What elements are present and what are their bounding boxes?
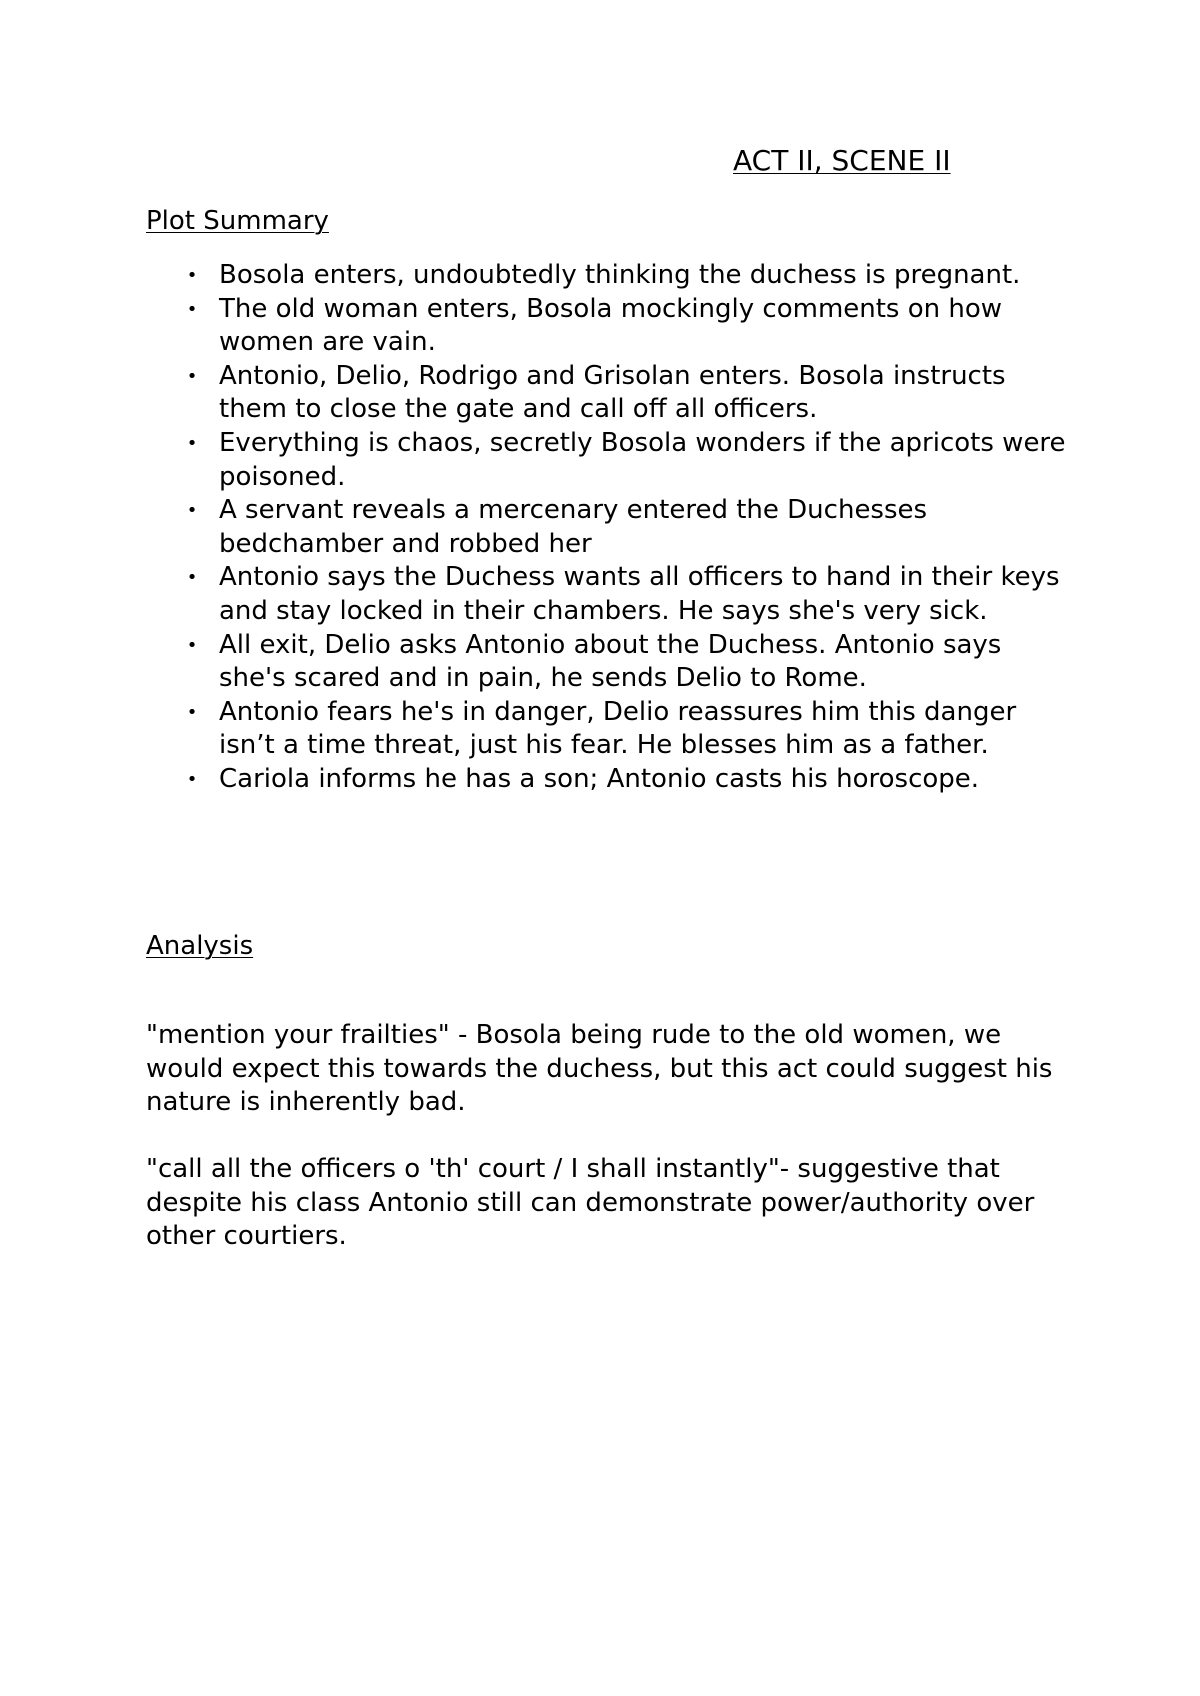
list-item-text: Bosola enters, undoubtedly thinking the duchess is pregnant. (219, 260, 1021, 290)
analysis-paragraph: "call all the officers o 'th' court / I shall instantly"- suggestive that despite his class Antonio still can demonstrate power/authority over other courtiers. (146, 1154, 1035, 1252)
page-title: ACT II, SCENE II (733, 144, 951, 177)
list-item (146, 293, 1066, 360)
list-item (146, 763, 1066, 797)
list-item-text: Antonio says the Duchess wants all officers to hand in their keys and stay locked in their chambers. He says she's very sick. (219, 562, 1060, 626)
list-item (146, 259, 1066, 293)
bullet-icon: • (186, 634, 198, 656)
list-item (146, 696, 1066, 763)
list-item-text: Antonio, Delio, Rodrigo and Grisolan enters. Bosola instructs them to close the gate and call off all officers. (219, 360, 1006, 425)
list-item (146, 561, 1066, 628)
analysis-paragraph: "mention your frailties" - Bosola being rude to the old women, we would expect this towards the duchess, but this act could suggest his nature is inherently bad. (146, 1020, 1053, 1118)
list-item-text: All exit, Delio asks Antonio about the Duchess. Antonio says she's scared and in pain, he sends Delio to Rome. (219, 629, 1002, 694)
bullet-icon: • (186, 365, 198, 387)
bullet-icon: • (186, 265, 198, 286)
list-item (146, 427, 1066, 494)
list-item-text: A servant reveals a mercenary entered the Duchesses bedchamber and robbed her (219, 495, 928, 559)
plot-summary-heading: Plot Summary (146, 206, 329, 236)
bullet-icon: • (186, 768, 198, 790)
plot-summary-list (146, 259, 1066, 797)
list-item-text: Cariola informs he has a son; Antonio casts his horoscope. (219, 763, 980, 794)
list-item (146, 629, 1066, 696)
analysis-heading: Analysis (146, 931, 254, 961)
bullet-icon: • (186, 567, 198, 589)
list-item-text: The old woman enters, Bosola mockingly comments on how women are vain. (219, 293, 1003, 358)
list-item-text: Antonio fears he's in danger, Delio reassures him this danger isn’t a time threat, just his fear. He blesses him as a father. (219, 696, 1017, 761)
bullet-icon: • (186, 701, 198, 723)
list-item-text: Everything is chaos, secretly Bosola wonders if the apricots were poisoned. (219, 427, 1066, 492)
bullet-icon: • (186, 432, 198, 454)
list-item (146, 360, 1066, 427)
bullet-icon: • (186, 298, 198, 320)
list-item (146, 494, 1066, 561)
bullet-icon: • (186, 500, 198, 522)
